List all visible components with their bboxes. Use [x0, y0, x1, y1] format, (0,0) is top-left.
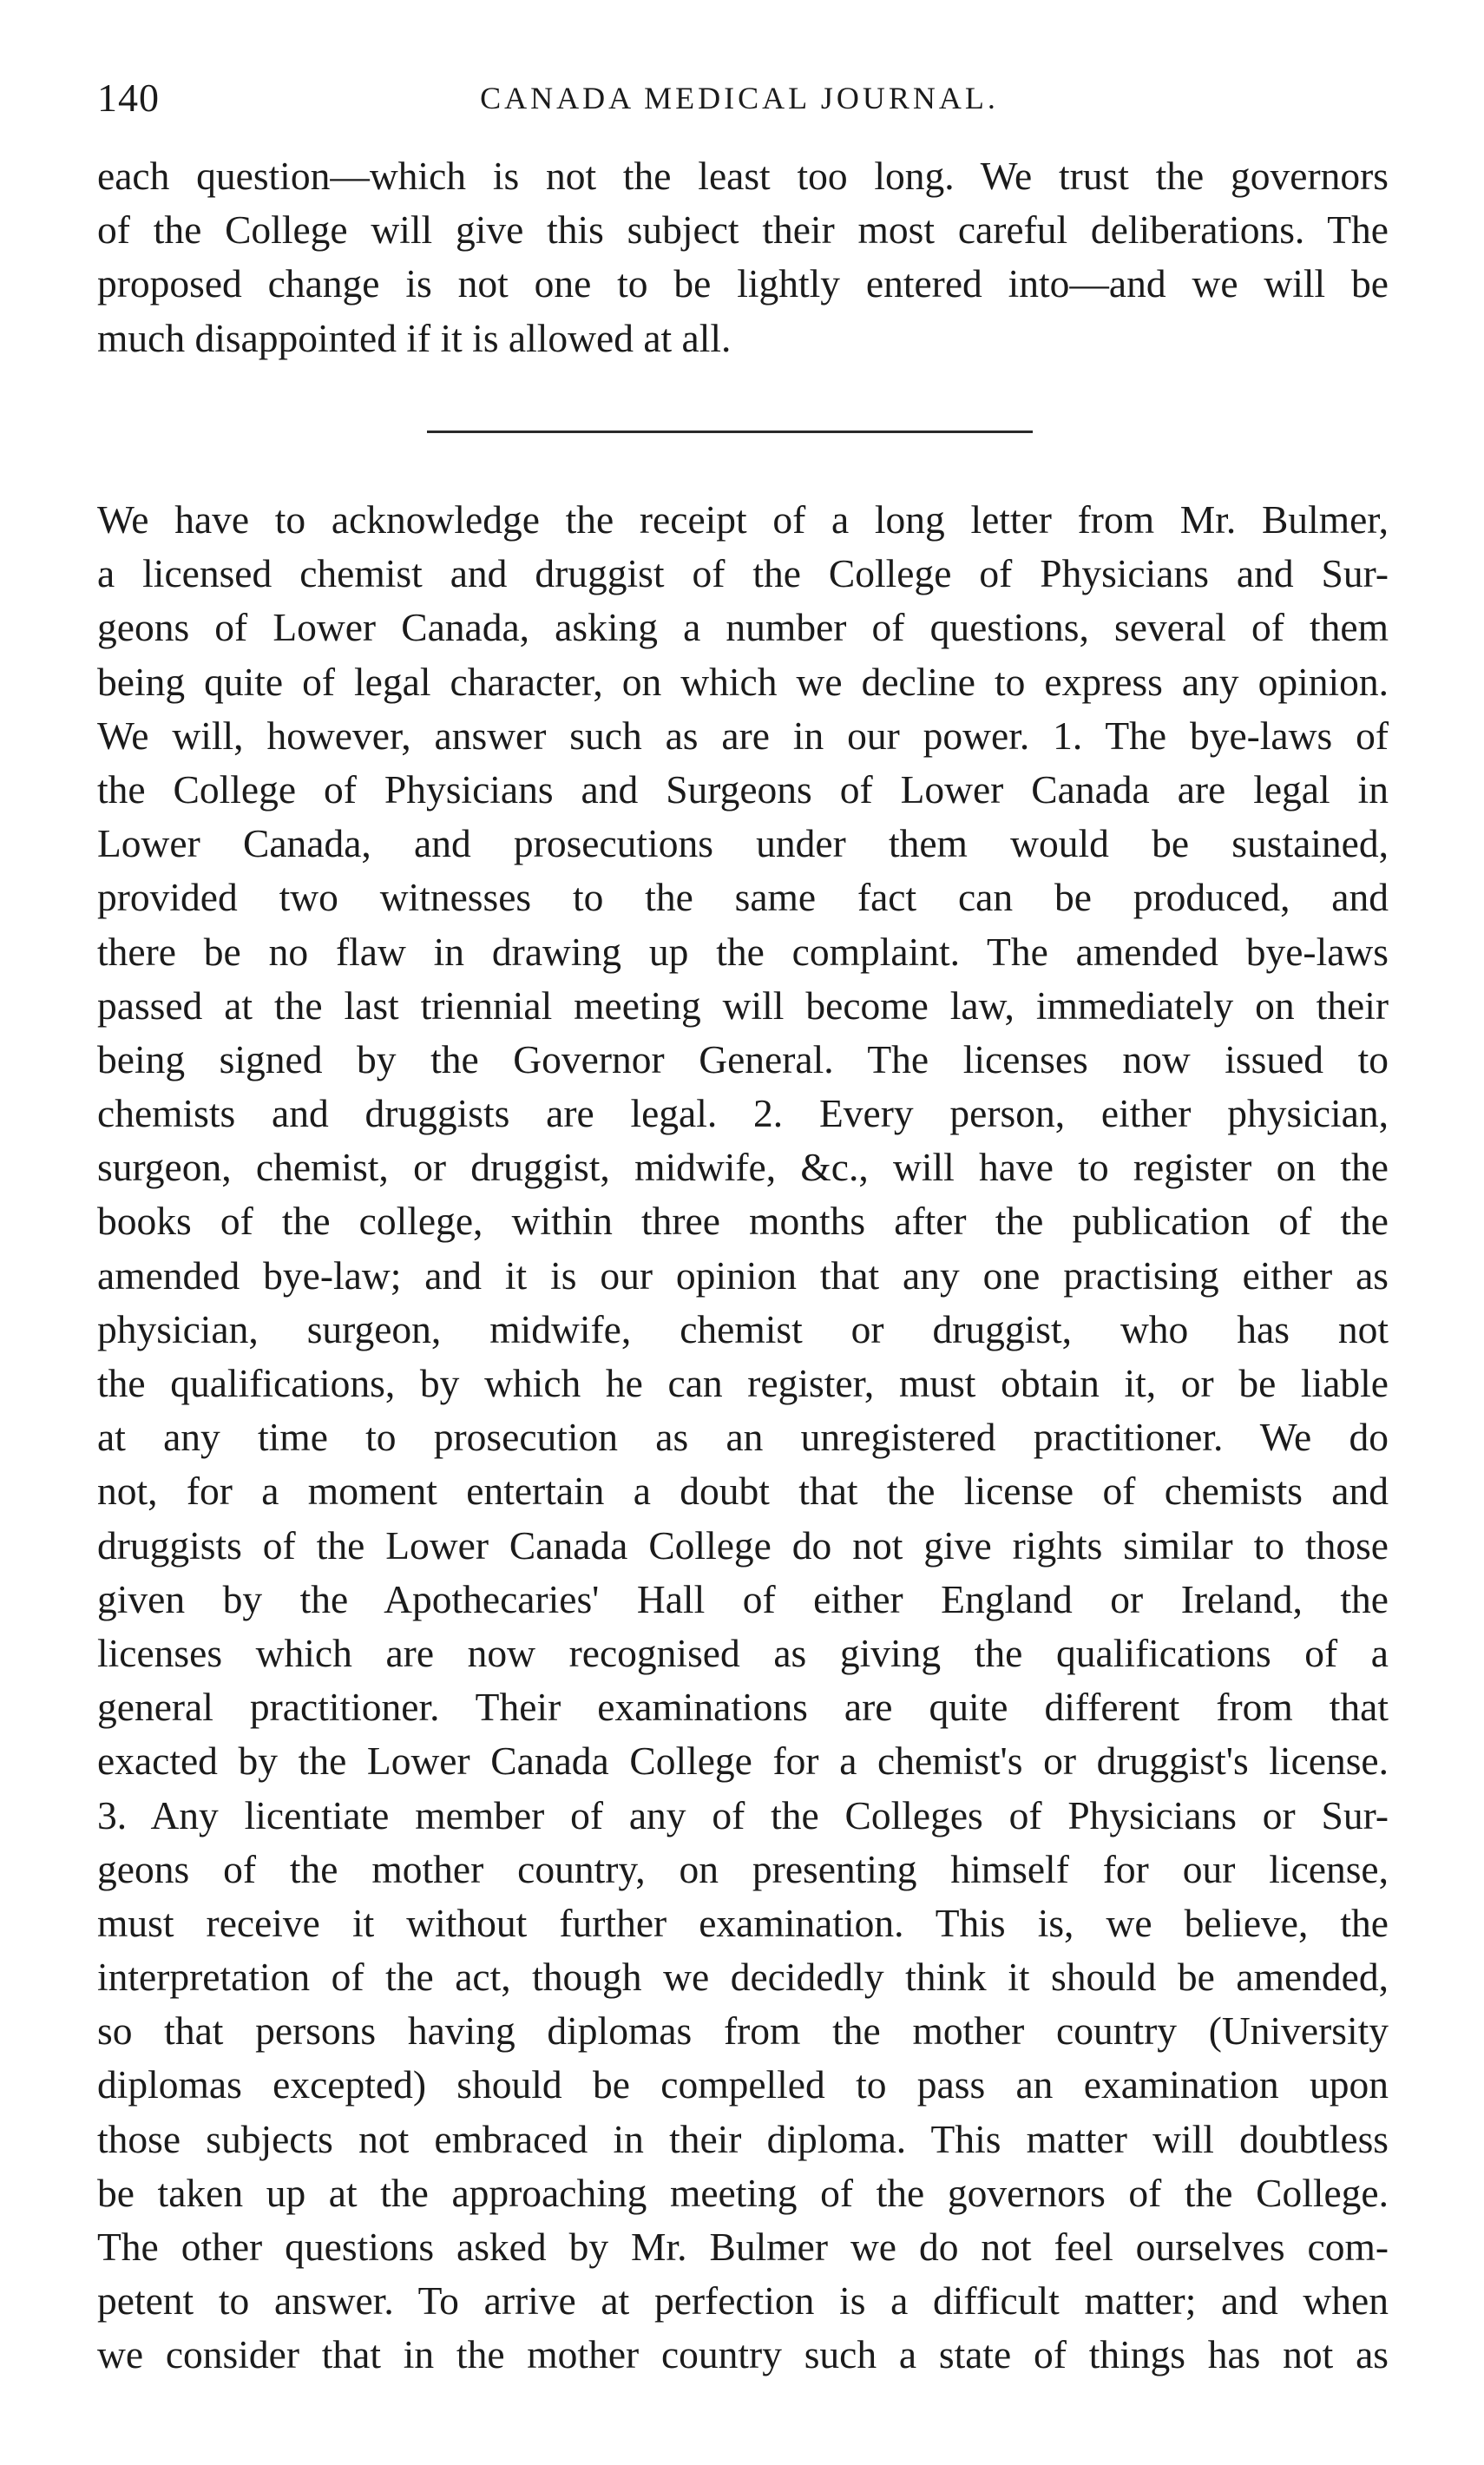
text-line: must receive it without further examination. This is, we believe, the	[97, 1900, 1389, 1945]
text-line: the College of Physicians and Surgeons of Lower Canada are legal in	[97, 766, 1389, 812]
text-line: interpretation of the act, though we decidedly think it should be amended,	[97, 1955, 1389, 2000]
text-line: those subjects not embraced in their diploma. This matter will doubtless	[97, 2116, 1389, 2161]
text-line: so that persons having diplomas from the mother country (University	[97, 2008, 1389, 2054]
text-line: general practitioner. Their examinations are quite different from that	[97, 1685, 1389, 1730]
text-line: geons of the mother country, on presenting himself for our license,	[97, 1846, 1389, 1891]
text-line: books of the college, within three months after the publication of the	[97, 1199, 1389, 1244]
text-line: a licensed chemist and druggist of the College of Physicians and Sur-	[97, 551, 1389, 596]
text-line: be taken up at the approaching meeting of the governors of the College.	[97, 2170, 1389, 2215]
paragraph-2	[97, 493, 1389, 2383]
page-header	[97, 75, 1382, 127]
text-line: 3. Any licentiate member of any of the Colleges of Physicians or Sur-	[97, 1792, 1389, 1837]
text-line: of the College will give this subject their most careful deliberations. The	[97, 207, 1389, 253]
paragraph-1	[97, 149, 1389, 365]
text-line: physician, surgeon, midwife, chemist or druggist, who has not	[97, 1306, 1389, 1351]
text-line: geons of Lower Canada, asking a number of questions, several of them	[97, 605, 1389, 650]
section-divider	[427, 431, 1033, 433]
text-line: surgeon, chemist, or druggist, midwife, &c., will have to register on the	[97, 1145, 1389, 1190]
text-line: being signed by the Governor General. The licenses now issued to	[97, 1036, 1389, 1081]
text-line: druggists of the Lower Canada College do not give rights similar to those	[97, 1522, 1389, 1568]
text-line: diplomas excepted) should be compelled to pass an examination upon	[97, 2062, 1389, 2107]
text-line: we consider that in the mother country such a state of things has not as	[97, 2332, 1389, 2377]
running-title: CANADA MEDICAL JOURNAL.	[480, 81, 999, 115]
text-line: not, for a moment entertain a doubt that the license of chemists and	[97, 1469, 1389, 1514]
text-line: much disappointed if it is allowed at all.	[97, 315, 732, 360]
text-line: at any time to prosecution as an unregistered practitioner. We do	[97, 1415, 1389, 1460]
text-line: proposed change is not one to be lightly entered into—and we will be	[97, 261, 1389, 306]
text-line: The other questions asked by Mr. Bulmer we do not feel ourselves com-	[97, 2225, 1389, 2269]
text-line: given by the Apothecaries' Hall of either England or Ireland, the	[97, 1576, 1389, 1621]
page-number: 140	[97, 76, 160, 120]
text-line: being quite of legal character, on which we decline to express any opinion.	[97, 659, 1389, 704]
text-line: each question—which is not the least too long. We trust the governors	[97, 154, 1389, 198]
text-line: chemists and druggists are legal. 2. Every person, either physician,	[97, 1091, 1389, 1136]
text-line: Lower Canada, and prosecutions under them would be sustained,	[97, 821, 1389, 866]
text-line: petent to answer. To arrive at perfection is a difficult matter; and when	[97, 2278, 1389, 2324]
text-line: We have to acknowledge the receipt of a long letter from Mr. Bulmer,	[97, 497, 1389, 542]
text-line: exacted by the Lower Canada College for a chemist's or druggist's license.	[97, 1739, 1389, 1784]
text-line: licenses which are now recognised as giving the qualifications of a	[97, 1630, 1389, 1675]
text-line: passed at the last triennial meeting will become law, immediately on their	[97, 983, 1389, 1028]
text-line: amended bye-law; and it is our opinion that any one practising either as	[97, 1252, 1389, 1298]
text-line: the qualifications, by which he can register, must obtain it, or be liable	[97, 1361, 1389, 1405]
text-line: We will, however, answer such as are in our power. 1. The bye-laws of	[97, 713, 1389, 758]
text-line: there be no flaw in drawing up the complaint. The amended bye-laws	[97, 929, 1389, 974]
text-line: provided two witnesses to the same fact can be produced, and	[97, 875, 1389, 920]
